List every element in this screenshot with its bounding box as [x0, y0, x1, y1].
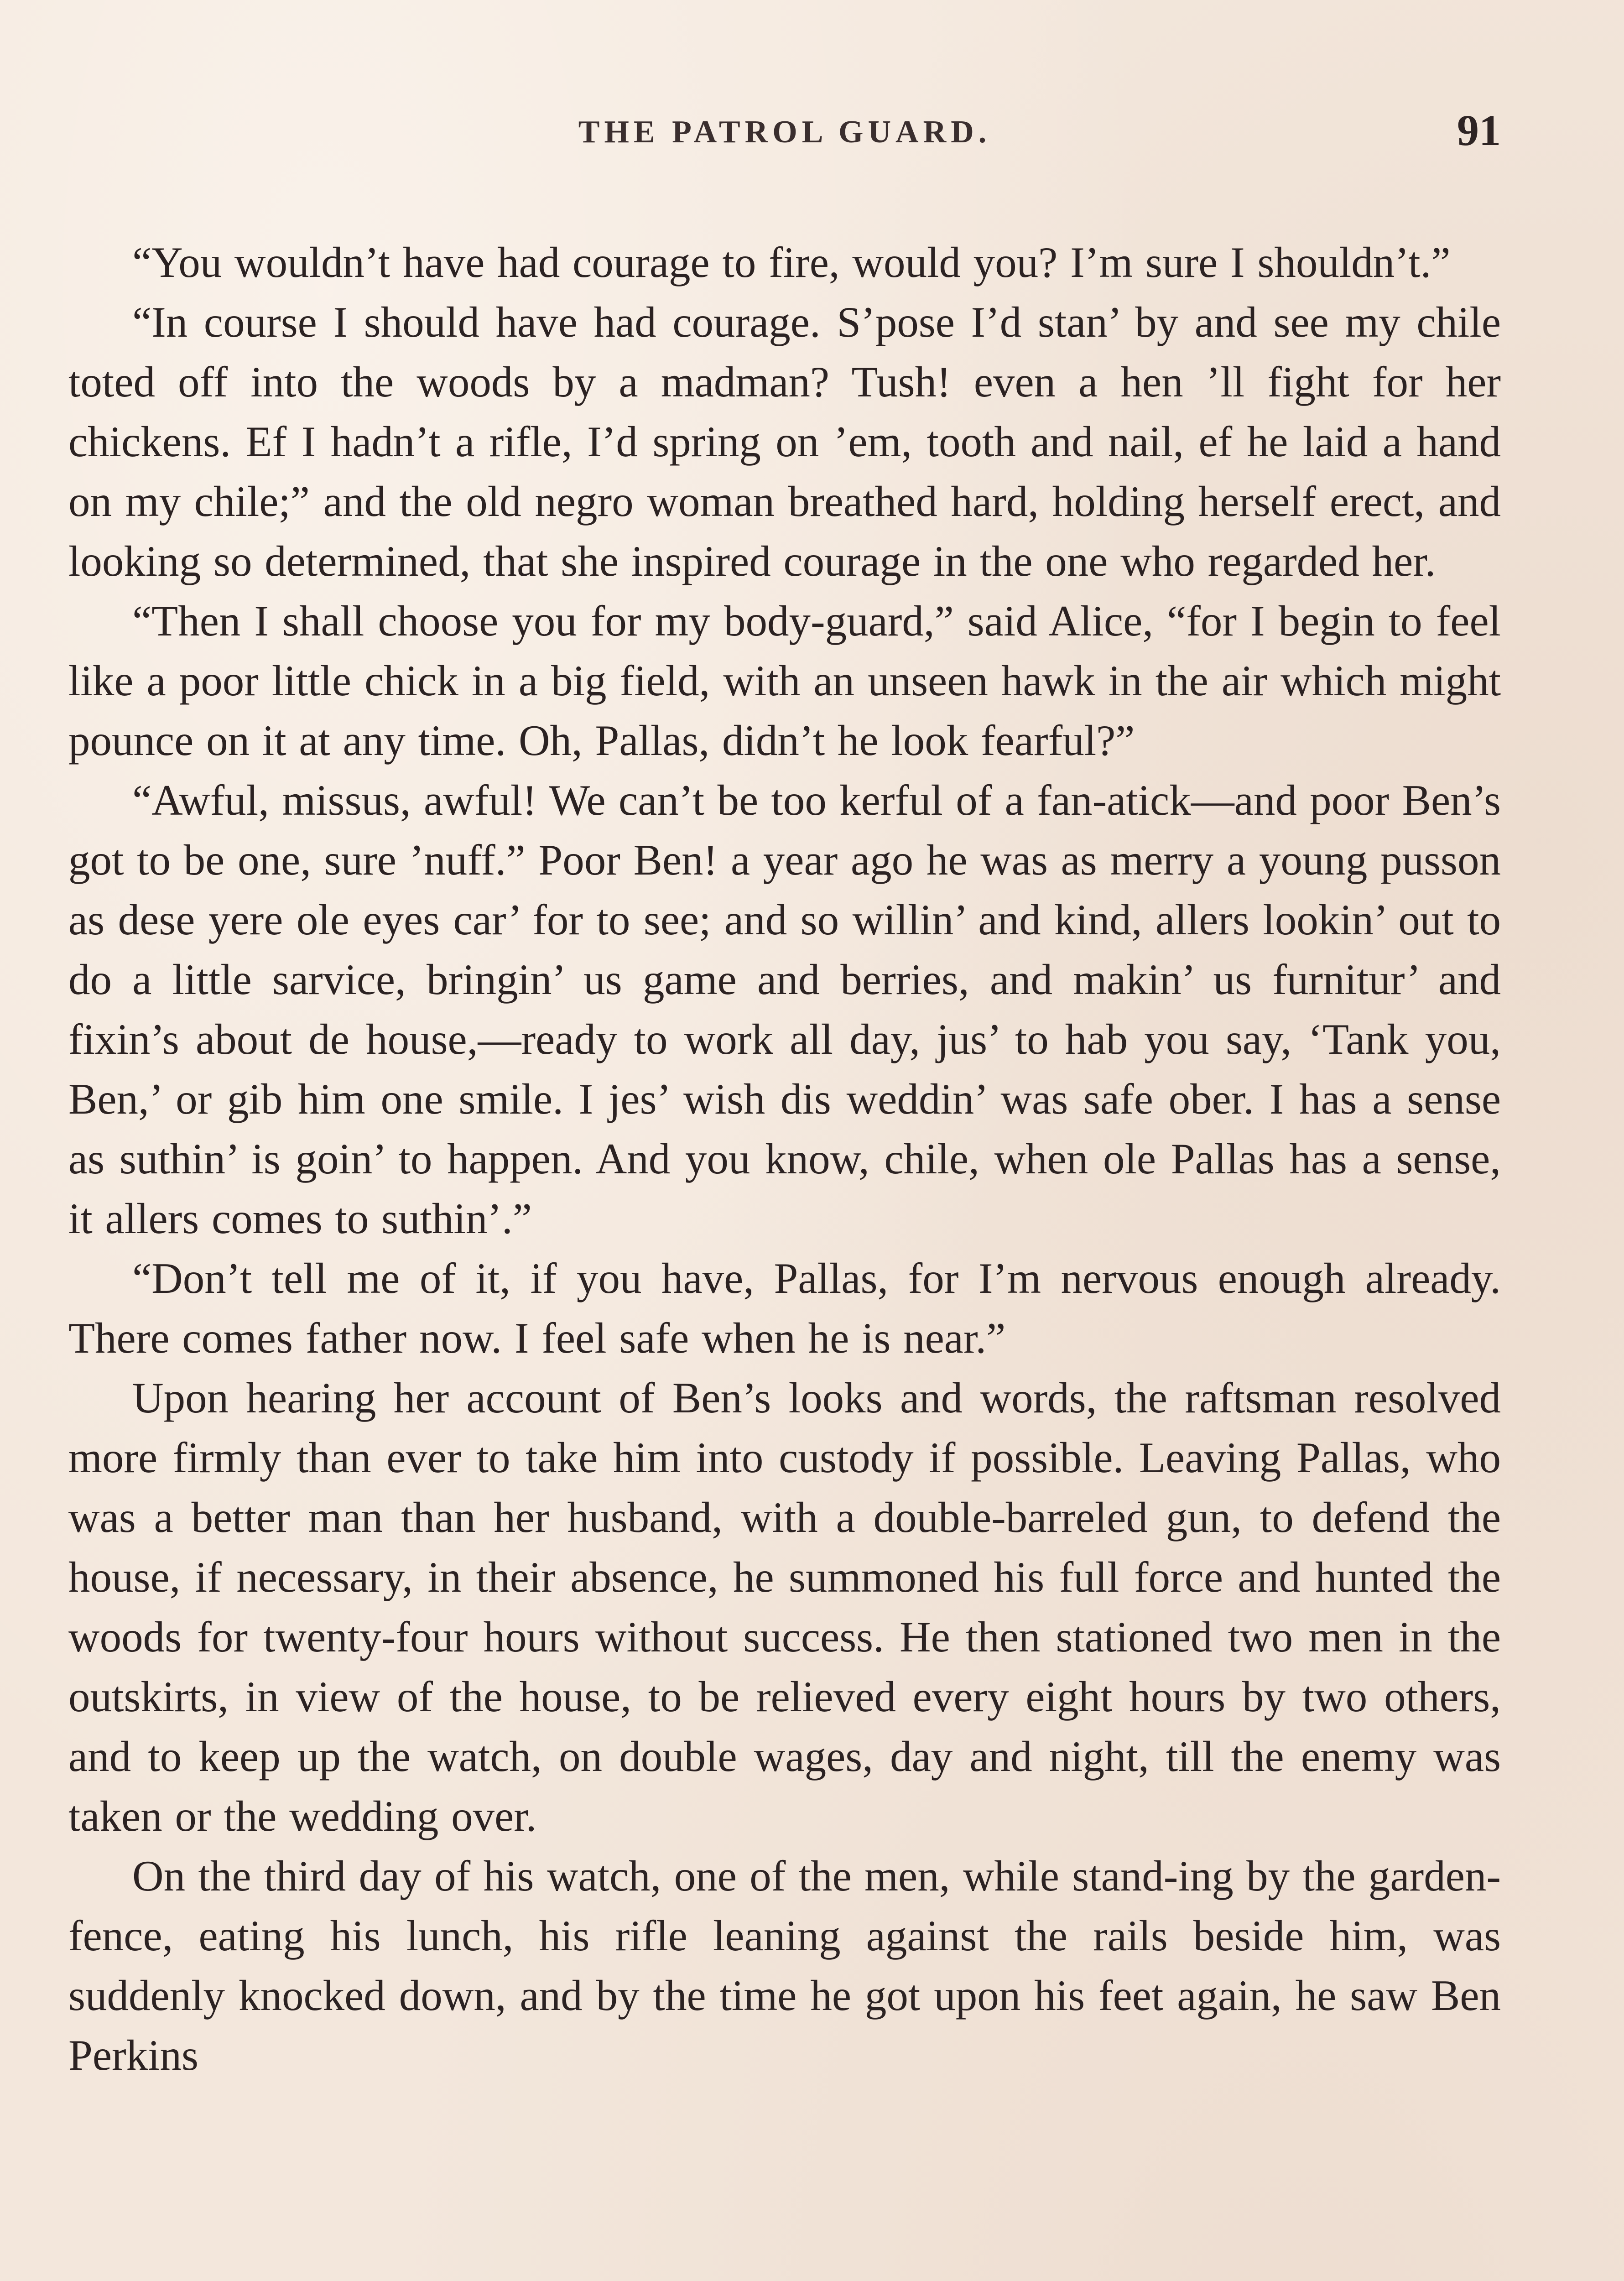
paragraph: On the third day of his watch, one of the men, while stand-ing by the garden-fence, eating his lunch, his rifle leaning against the rails beside him, was suddenly knocked down, and by the time he got upon his feet again, he saw Ben Perkins	[68, 1852, 1501, 2079]
paragraph: “Then I shall choose you for my body-guard,” said Alice, “for I begin to feel like a poor little chick in a big field, with an unseen hawk in the air which might pounce on it at any time. Oh, Pallas, didn’t he look fearful?”	[68, 597, 1501, 765]
paragraph: Upon hearing her account of Ben’s looks and words, the raftsman resolved more firmly than ever to take him into custody if possible. Leaving Pallas, who was a better man than her husband, with a double-barreled gun, to defend the house, if necessary, in their absence, he summoned his full force and hunted the woods for twenty-four hours without success. He then stationed two men in the outskirts, in view of the house, to be relieved every eight hours by two others, and to keep up the watch, on double wages, day and night, till the enemy was taken or the wedding over.	[68, 1374, 1501, 1840]
paragraph: “You wouldn’t have had courage to fire, would you? I’m sure I shouldn’t.”	[132, 238, 1451, 286]
book-page	[68, 105, 1501, 2281]
page-number: 91	[1457, 106, 1501, 155]
paragraph: “Don’t tell me of it, if you have, Pallas, for I’m nervous enough already. There comes father now. I feel safe when he is near.”	[68, 1254, 1501, 1362]
paragraph: “In course I should have had courage. S’pose I’d stan’ by and see my chile toted off into the woods by a madman? Tush! even a hen ’ll fight for her chickens. Ef I hadn’t a rifle, I’d spring on ’em, tooth and nail, ef he laid a hand on my chile;” and the old negro woman breathed hard, holding herself erect, and looking so determined, that she inspired courage in the one who regarded her.	[68, 298, 1501, 585]
paragraph: “Awful, missus, awful! We can’t be too kerful of a fan-atick—and poor Ben’s got to be one, sure ’nuff.” Poor Ben! a year ago he was as merry a young pusson as dese yere ole eyes car’ for to see; and so willin’ and kind, allers lookin’ out to do a little sarvice, bringin’ us game and berries, and makin’ us furnitur’ and fixin’s about de house,—ready to work all day, jus’ to hab you say, ‘Tank you, Ben,’ or gib him one smile. I jes’ wish dis weddin’ was safe ober. I has a sense as suthin’ is goin’ to happen. And you know, chile, when ole Pallas has a sense, it allers comes to suthin’.”	[68, 776, 1501, 1243]
running-title: THE PATROL GUARD.	[578, 115, 991, 150]
body-text	[68, 233, 1501, 2085]
running-head	[68, 105, 1501, 178]
